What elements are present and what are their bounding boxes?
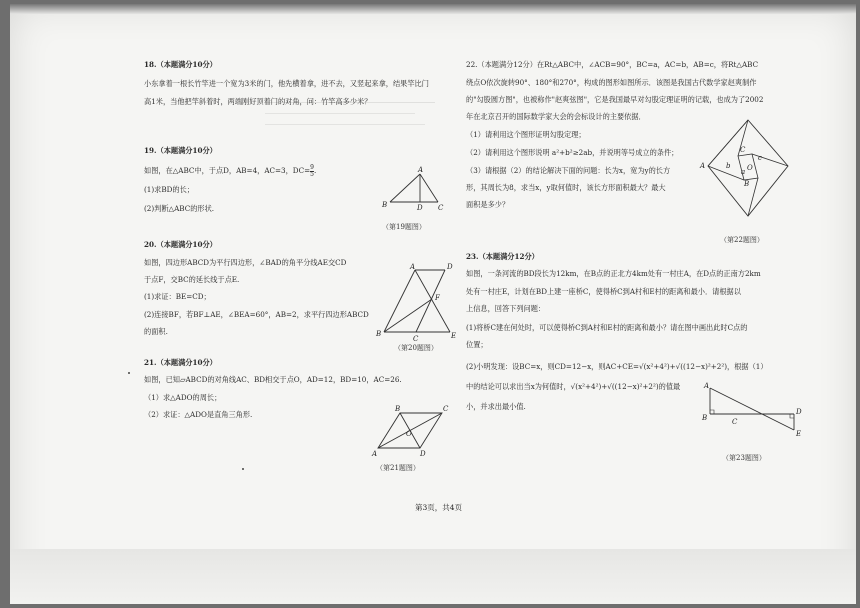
q23-label-b: B [702,414,708,422]
q22-label-a-small: a [741,168,746,176]
q20-label-a: A [410,263,416,271]
q22-line-2: 绕点O依次旋转90°、180°和270°，构成的图形如图所示．该图是我国古代数学家赵爽制作 [466,78,757,87]
q18-line-1: 小东拿着一根长竹竿进一个宽为3米的门，他先横着拿，进不去，又竖起来拿，结果竿比门 [144,79,429,88]
q19-side-ba [390,174,420,202]
q19-label-d: D [417,204,423,212]
q23-label-c: C [732,418,738,426]
q20-line-1: 如图，四边形ABCD为平行四边形，∠BAD的角平分线AE交CD [144,258,347,267]
q19-fraction-numerator: 9 [310,163,314,171]
q20-heading: 20.（本题满分10分） [144,240,217,249]
q18-heading: 18.（本题满分10分） [144,60,217,69]
q22-label-c: c [758,154,762,162]
q20-segment-bf [384,299,432,332]
q23-line-7: 中的结论可以求出当x为何值时，√(x²+4²)+√((12−x)²+2²)的值最 [466,382,681,391]
scan-speck [242,468,244,470]
q21-heading: 21.（本题满分10分） [144,358,217,367]
q21-label-o: O [406,430,412,438]
q21-line-1: 如图，已知▱ABCD的对角线AC、BD相交于点O，AD=12，BD=10，AC=26. [144,375,402,384]
page-number-footer: 第3页，共4页 [415,503,463,512]
q22-label-b-small: b [726,162,731,170]
q22-line-4: 年在北京召开的国际数学家大会的会标设计的主要依据． [466,112,646,121]
q22-line-5: （1）请利用这个图形证明勾股定理； [466,130,586,139]
q20-line-4: (2)连接BF，若BF⊥AE，∠BEA=60°，AB=2，求平行四边形ABCD [144,310,369,319]
q22-line-8: 形，其周长为8，求当x，y取何值时，该长方形面积最大？最大 [466,183,666,192]
q23-label-d: D [796,408,802,416]
q20-line-2: 于点F，交BC的延长线于点E. [144,275,240,284]
q19-label-c: C [438,204,444,212]
q20-label-e: E [451,332,457,340]
q20-line-3: (1)求证：BE=CD； [144,292,211,301]
q21-label-d: D [420,450,426,458]
q20-label-b: B [376,330,382,338]
q19-line-1-text: 如图，在△ABC中，于点D，AB=4，AC=3，DC= [144,166,311,175]
q20-figure [374,263,462,343]
q21-label-a: A [372,450,378,458]
q22-label-o: O [747,164,753,172]
q20-caption: （第20题图） [394,344,438,352]
q20-label-d: D [447,263,453,271]
q21-label-c: C [443,405,449,413]
q22-line-7: （3）请根据（2）的结论解决下面的问题：长为x，宽为y的长方 [466,166,671,175]
q19-figure [382,166,452,212]
q23-label-a: A [704,382,710,390]
q22-heading-line: 22.（本题满分12分）在Rt△ABC中，∠ACB=90°，BC=a，AC=b，AB=c，将Rt△ABC [466,60,759,69]
q22-label-c-top: C [740,146,746,154]
page-top-edge [10,4,856,14]
q19-side-ac [420,174,438,202]
q23-right-angle-b [710,410,714,414]
q22-line-9: 面积是多少？ [466,200,510,209]
q23-line-2: 处有一村庄E，计划在BD上建一座桥C，使得桥C到A村和E村的距离和最小．请根据以 [466,287,741,296]
q23-line-4: (1)将桥C建在何处时，可以使得桥C到A村和E村的距离和最小？请在图中画出此时C点的 [466,323,748,332]
q19-line-3: (2)判断△ABC的形状. [144,203,215,213]
q20-line-5: 的面积. [144,327,168,336]
q23-line-1: 如图，一条河流的BD段长为12km，在B点的正北方4km处有一村庄A，在D点的正南方2km [466,269,761,278]
q18-line-2: 高1米，当他把竿斜着时，两端刚好顶着门的对角，问：竹竿高多少米？ [144,97,372,106]
q23-line-5: 位置； [466,340,488,349]
q19-caption: （第19题图） [382,223,426,231]
q23-line-6: (2)小明发现：设BC=x，则CD=12−x，则AC+CE=√(x²+4²)+√((12−x)²+2²)，根据（1） [466,362,768,371]
q22-figure [700,116,794,226]
q22-label-b: B [744,180,750,188]
q22-caption: （第22题图） [720,236,764,244]
q20-label-f: F [435,294,440,302]
question-18 [144,58,444,108]
q21-label-b: B [395,405,401,413]
q21-figure [370,405,460,458]
q19-line-2: (1)求BD的长； [144,184,194,194]
q23-line-3: 上信息，回答下列问题： [466,304,546,313]
q21-caption: （第21题图） [376,464,420,472]
q23-segment-ae [710,388,794,430]
q19-fraction-denominator: 5 [310,170,314,178]
q19-label-a: A [418,166,424,174]
q21-line-2: （1）求△ADO的周长； [144,393,222,402]
q23-figure [694,384,804,444]
q20-label-c: C [413,335,419,343]
q22-line-3: 的"勾股圆方图"，也被称作"赵爽弦图"，它是我国最早对勾股定理证明的记载，也成为了2002 [466,95,764,104]
q20-side-ab [384,270,415,332]
q19-heading: 19.（本题满分10分） [144,146,217,155]
q21-line-3: （2）求证：△ADO是直角三角形. [144,410,253,419]
q23-right-angle-d [790,414,794,418]
q19-label-b: B [382,201,388,209]
q19-line-1-end: . [313,166,317,175]
scan-speck [128,372,130,374]
q23-caption: （第23题图） [722,454,766,462]
q23-line-8: 小，并求出最小值. [466,402,526,411]
page-bottom-band [10,549,856,604]
q22-label-a-left: A [700,162,706,170]
q22-line-6: （2）请利用这个图形说明 a²+b²≥2ab，并说明等号成立的条件； [466,148,679,157]
q23-label-e: E [796,430,802,438]
exam-page [10,4,856,604]
q23-heading: 23.（本题满分12分） [466,252,539,261]
